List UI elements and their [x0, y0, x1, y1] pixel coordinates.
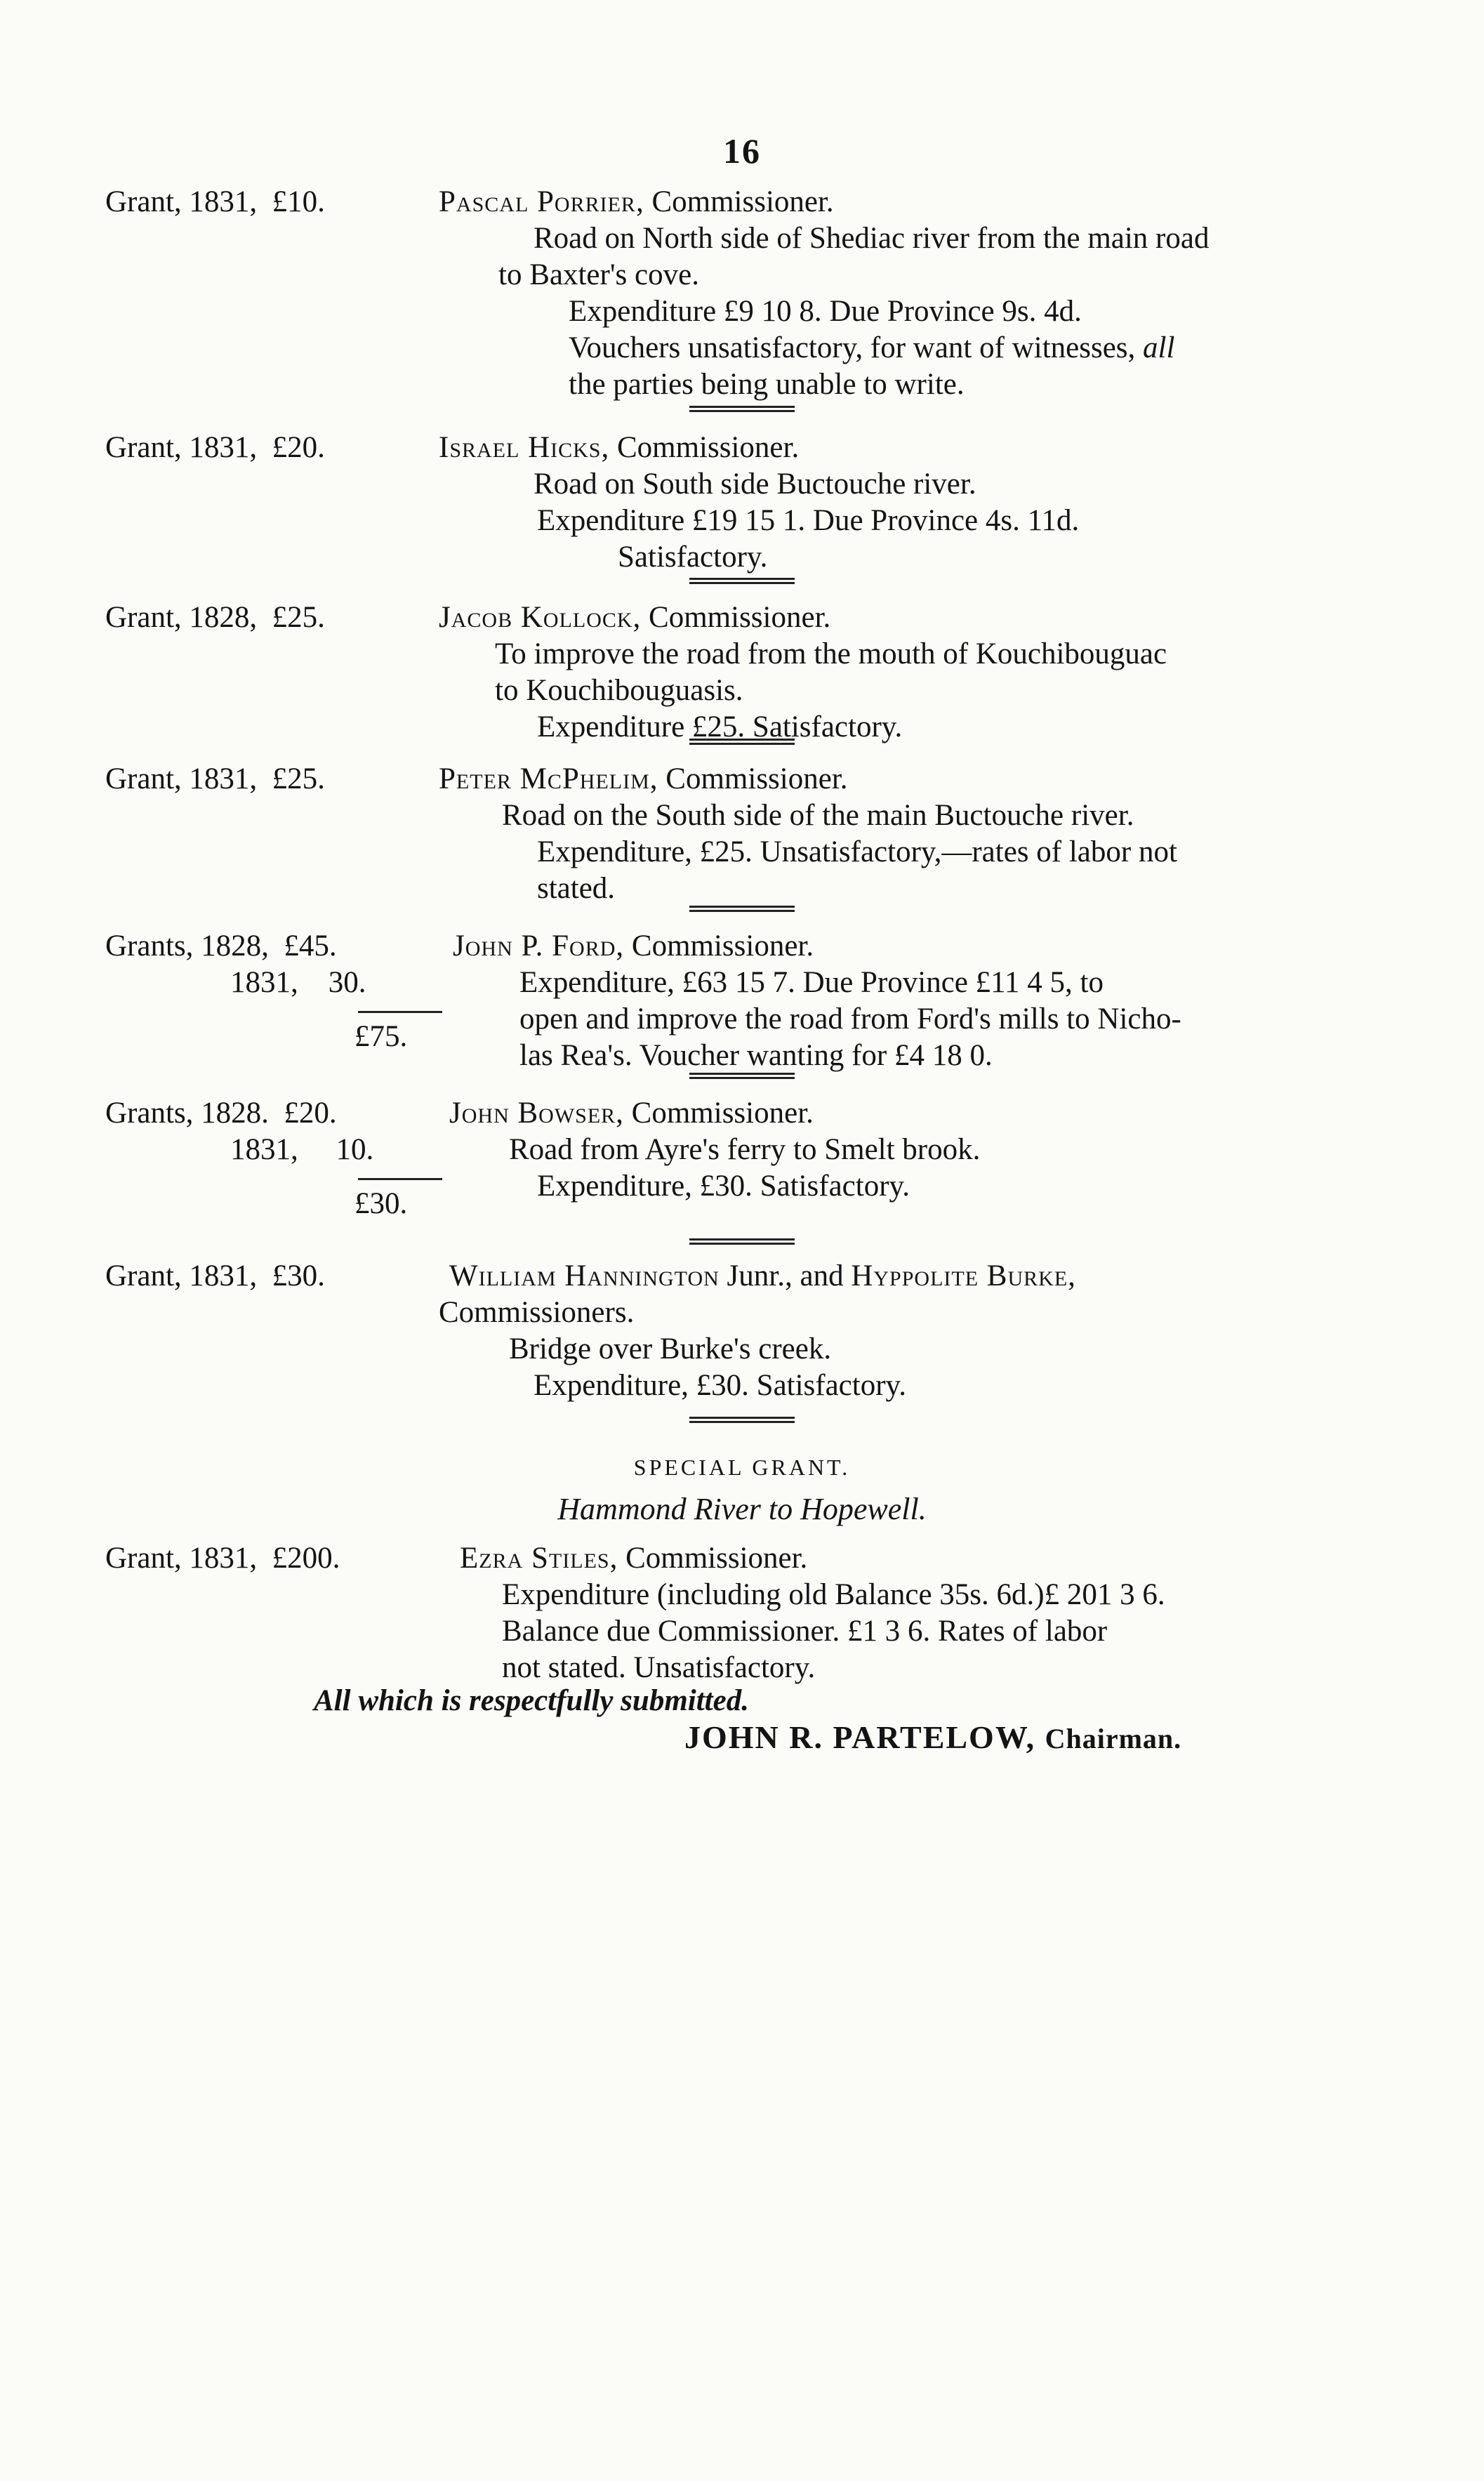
entry-body [439, 1095, 1323, 1205]
special-grant-subheading: Hammond River to Hopewell. [557, 1492, 927, 1526]
commissioner-name-2: Hyppolite Burke, [851, 1259, 1076, 1292]
grant-year: 1831, [189, 762, 258, 795]
grant-amount: £25. [272, 762, 325, 795]
entry-line: las Rea's. Voucher wanting for £4 18 0. [519, 1039, 993, 1072]
signature-name: JOHN R. PARTELOW, [684, 1719, 1036, 1755]
page-number: 16 [723, 131, 761, 171]
entry-line: Road from Ayre's ferry to Smelt brook. [509, 1133, 981, 1166]
signature-title: Chairman. [1045, 1723, 1182, 1754]
commissioner-name: Ezra Stiles, [460, 1542, 618, 1575]
signature [684, 1719, 1181, 1756]
commissioner-name: Pascal Porrier, [439, 185, 644, 218]
entry-line: Expenditure £25. Satisfactory. [537, 710, 903, 743]
grant-year: 1828. [201, 1097, 269, 1130]
entry-line: Expenditure, £63 15 7. Due Province £11 4 5, to [519, 966, 1104, 999]
grant-amount: 10. [336, 1133, 374, 1166]
grant-amount: £45. [284, 929, 337, 962]
grant-label [105, 928, 428, 1055]
commissioner-role: Commissioner. [631, 1097, 814, 1130]
grant-amount: £20. [272, 431, 325, 464]
grant-label-text: Grant, [105, 762, 182, 795]
separator-rule [0, 406, 1484, 413]
commissioner-name: John Bowser, [449, 1097, 624, 1130]
commissioner-name: Peter McPhelim, [439, 762, 658, 795]
commissioner-suffix: Junr., and [727, 1259, 844, 1292]
commissioner-role: Commissioner. [649, 601, 831, 634]
grant-total: £30. [355, 1187, 408, 1220]
grant-label [105, 1258, 428, 1295]
grant-label-text: Grant, [105, 185, 182, 218]
special-grant-heading: SPECIAL GRANT. [633, 1455, 851, 1480]
separator-rule [0, 739, 1484, 746]
grant-year: 1831, [230, 966, 298, 999]
grant-label [105, 430, 428, 466]
grant-label-text: Grant, [105, 601, 182, 634]
separator-rule [0, 1073, 1484, 1080]
commissioner-role: Commissioners. [439, 1296, 635, 1329]
entry-line: Expenditure (including old Balance 35s. 6d.)£ 201 3 6. [502, 1578, 1165, 1611]
grant-amount: £20. [284, 1097, 337, 1130]
separator-rule [0, 906, 1484, 913]
commissioner-role: Commissioner. [665, 762, 848, 795]
entry-line: Vouchers unsatisfactory, for want of witnesses, [569, 331, 1136, 364]
grant-label-text: Grant, [105, 1259, 182, 1292]
entry-line: To improve the road from the mouth of Kouchibouguac [495, 637, 1167, 670]
entry-line: stated. [537, 872, 616, 905]
entry-body [439, 184, 1323, 403]
entry-line: Road on the South side of the main Buctouche river. [502, 799, 1134, 832]
grant-year: 1831, [189, 1542, 258, 1575]
entry-body [439, 600, 1323, 746]
grant-amount: 30. [328, 966, 366, 999]
grant-label-text: Grants, [105, 1097, 194, 1130]
commissioner-role: Commissioner. [651, 185, 834, 218]
grant-amount: £30. [272, 1259, 325, 1292]
entry-body [439, 1258, 1323, 1404]
grant-year: 1828, [201, 929, 269, 962]
grant-label [105, 1540, 428, 1577]
entry-line: Expenditure £9 10 8. Due Province 9s. 4d. [569, 295, 1082, 328]
grant-year: 1831, [189, 431, 258, 464]
grant-label-text: Grant, [105, 431, 182, 464]
entry-line: the parties being unable to write. [569, 368, 965, 401]
commissioner-name: William Hannington [449, 1259, 720, 1292]
entry-line: Expenditure, £25. Unsatisfactory,—rates of labor not [537, 835, 1177, 868]
entry-line: Road on South side Buctouche river. [534, 468, 976, 501]
entry-line: open and improve the road from Ford's mills to Nicho- [519, 1003, 1181, 1036]
commissioner-role: Commissioner. [631, 929, 814, 962]
grant-label [105, 1095, 428, 1222]
closing-statement: All which is respectfully submitted. [314, 1684, 749, 1717]
grant-label-text: Grants, [105, 929, 194, 962]
grant-amount: £10. [272, 185, 325, 218]
grant-label [105, 184, 428, 220]
sum-rule [358, 1011, 442, 1013]
entry-body [439, 928, 1323, 1074]
grant-year: 1831, [189, 185, 258, 218]
commissioner-name: Jacob Kollock, [439, 601, 642, 634]
grant-label [105, 761, 428, 798]
entry-body [439, 761, 1323, 907]
grant-year: 1831, [230, 1133, 298, 1166]
grant-year: 1828, [189, 601, 258, 634]
grant-amount: £25. [272, 601, 325, 634]
grant-label-text: Grant, [105, 1542, 182, 1575]
entry-body [439, 430, 1323, 576]
separator-rule [0, 1238, 1484, 1245]
entry-line: Road on North side of Shediac river from the main road [534, 222, 1210, 255]
grant-year: 1831, [189, 1259, 258, 1292]
grant-amount: £200. [272, 1542, 340, 1575]
entry-line: Expenditure, £30. Satisfactory. [534, 1369, 906, 1402]
grant-label [105, 600, 428, 636]
entry-line: Satisfactory. [618, 541, 768, 574]
entry-line: Expenditure, £30. Satisfactory. [537, 1170, 910, 1203]
commissioner-role: Commissioner. [616, 431, 800, 464]
grant-total: £75. [355, 1020, 408, 1053]
commissioner-name: Israel Hicks, [439, 431, 610, 464]
commissioner-role: Commissioner. [625, 1542, 808, 1575]
entry-line: Bridge over Burke's creek. [509, 1332, 832, 1365]
entry-line: Balance due Commissioner. £1 3 6. Rates of labor [502, 1615, 1108, 1648]
entry-italic: all [1143, 331, 1175, 364]
entry-line: not stated. Unsatisfactory. [502, 1651, 816, 1684]
separator-rule [0, 578, 1484, 585]
entry-body [439, 1540, 1323, 1686]
entry-line: Expenditure £19 15 1. Due Province 4s. 11d. [537, 504, 1080, 537]
separator-rule [0, 1417, 1484, 1424]
entry-line: to Baxter's cove. [498, 258, 699, 291]
commissioner-name: John P. Ford, [453, 929, 625, 962]
sum-rule [358, 1178, 442, 1180]
entry-line: to Kouchibouguasis. [495, 674, 743, 707]
